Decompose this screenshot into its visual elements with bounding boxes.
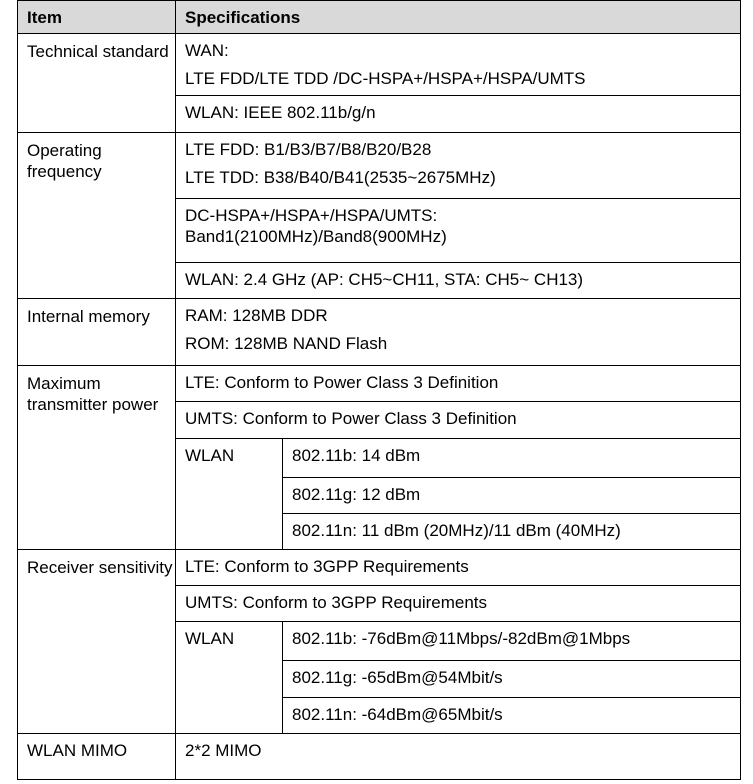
table-row [18,366,741,402]
wlan-sensitivity-label: WLAN [176,622,283,734]
table-header-row [18,1,741,34]
wlan-frequency: WLAN: 2.4 GHz (AP: CH5~CH11, STA: CH5~ CH13) [185,270,584,289]
umts-bands: Band1(2100MHz)/Band8(900MHz) [185,227,447,246]
ram-spec: RAM: 128MB DDR [185,306,328,325]
lte-sensitivity-cell [176,550,741,586]
wlan-n-sensitivity: 802.11n: -64dBm@65Mbit/s [283,698,741,734]
wan-standard-cell [176,34,741,96]
wlan-power-label: WLAN [176,439,283,550]
umts-power: UMTS: Conform to Power Class 3 Definition [185,409,517,428]
table-row [18,133,741,199]
table-row [18,734,741,780]
wan-value: LTE FDD/LTE TDD /DC-HSPA+/HSPA+/HSPA/UMTS [185,69,586,88]
wlan-g-sensitivity: 802.11g: -65dBm@54Mbit/s [283,661,741,698]
wlan-n-power: 802.11n: 11 dBm (20MHz)/11 dBm (40MHz) [283,514,741,550]
wlan-mimo-label: WLAN MIMO [18,734,176,780]
wlan-standard: WLAN: IEEE 802.11b/g/n [185,103,376,122]
wlan-b-sensitivity: 802.11b: -76dBm@11Mbps/-82dBm@1Mbps [283,622,741,661]
wan-title: WAN: [185,41,229,60]
umts-sensitivity: UMTS: Conform to 3GPP Requirements [185,593,488,612]
lte-fdd-bands: LTE FDD: B1/B3/B7/B8/B20/B28 [185,140,432,159]
operating-frequency-label: Operating frequency [18,133,176,299]
umts-power-cell [176,402,741,439]
lte-power-cell [176,366,741,402]
technical-standard-label: Technical standard [18,34,176,133]
lte-sensitivity: LTE: Conform to 3GPP Requirements [185,557,469,576]
internal-memory-label: Internal memory [18,299,176,366]
table-row [18,550,741,586]
wlan-frequency-cell [176,263,741,299]
table-row [18,299,741,366]
memory-cell [176,299,741,366]
wlan-g-power: 802.11g: 12 dBm [283,478,741,514]
lte-power: LTE: Conform to Power Class 3 Definition [185,373,499,392]
umts-title: DC-HSPA+/HSPA+/HSPA/UMTS: [185,206,438,225]
lte-tdd-bands: LTE TDD: B38/B40/B41(2535~2675MHz) [185,168,496,187]
wlan-mimo-value: 2*2 MIMO [176,734,741,780]
item-column-header: Item [18,1,176,34]
specifications-table [17,0,741,780]
umts-frequency-cell [176,199,741,263]
specifications-column-header: Specifications [176,1,741,34]
wlan-standard-cell [176,96,741,133]
receiver-sensitivity-label: Receiver sensitivity [18,550,176,734]
rom-spec: ROM: 128MB NAND Flash [185,334,388,353]
lte-frequency-cell [176,133,741,199]
table-row [18,34,741,96]
wlan-b-power: 802.11b: 14 dBm [283,439,741,478]
max-transmitter-power-label: Maximum transmitter power [18,366,176,550]
umts-sensitivity-cell [176,586,741,622]
